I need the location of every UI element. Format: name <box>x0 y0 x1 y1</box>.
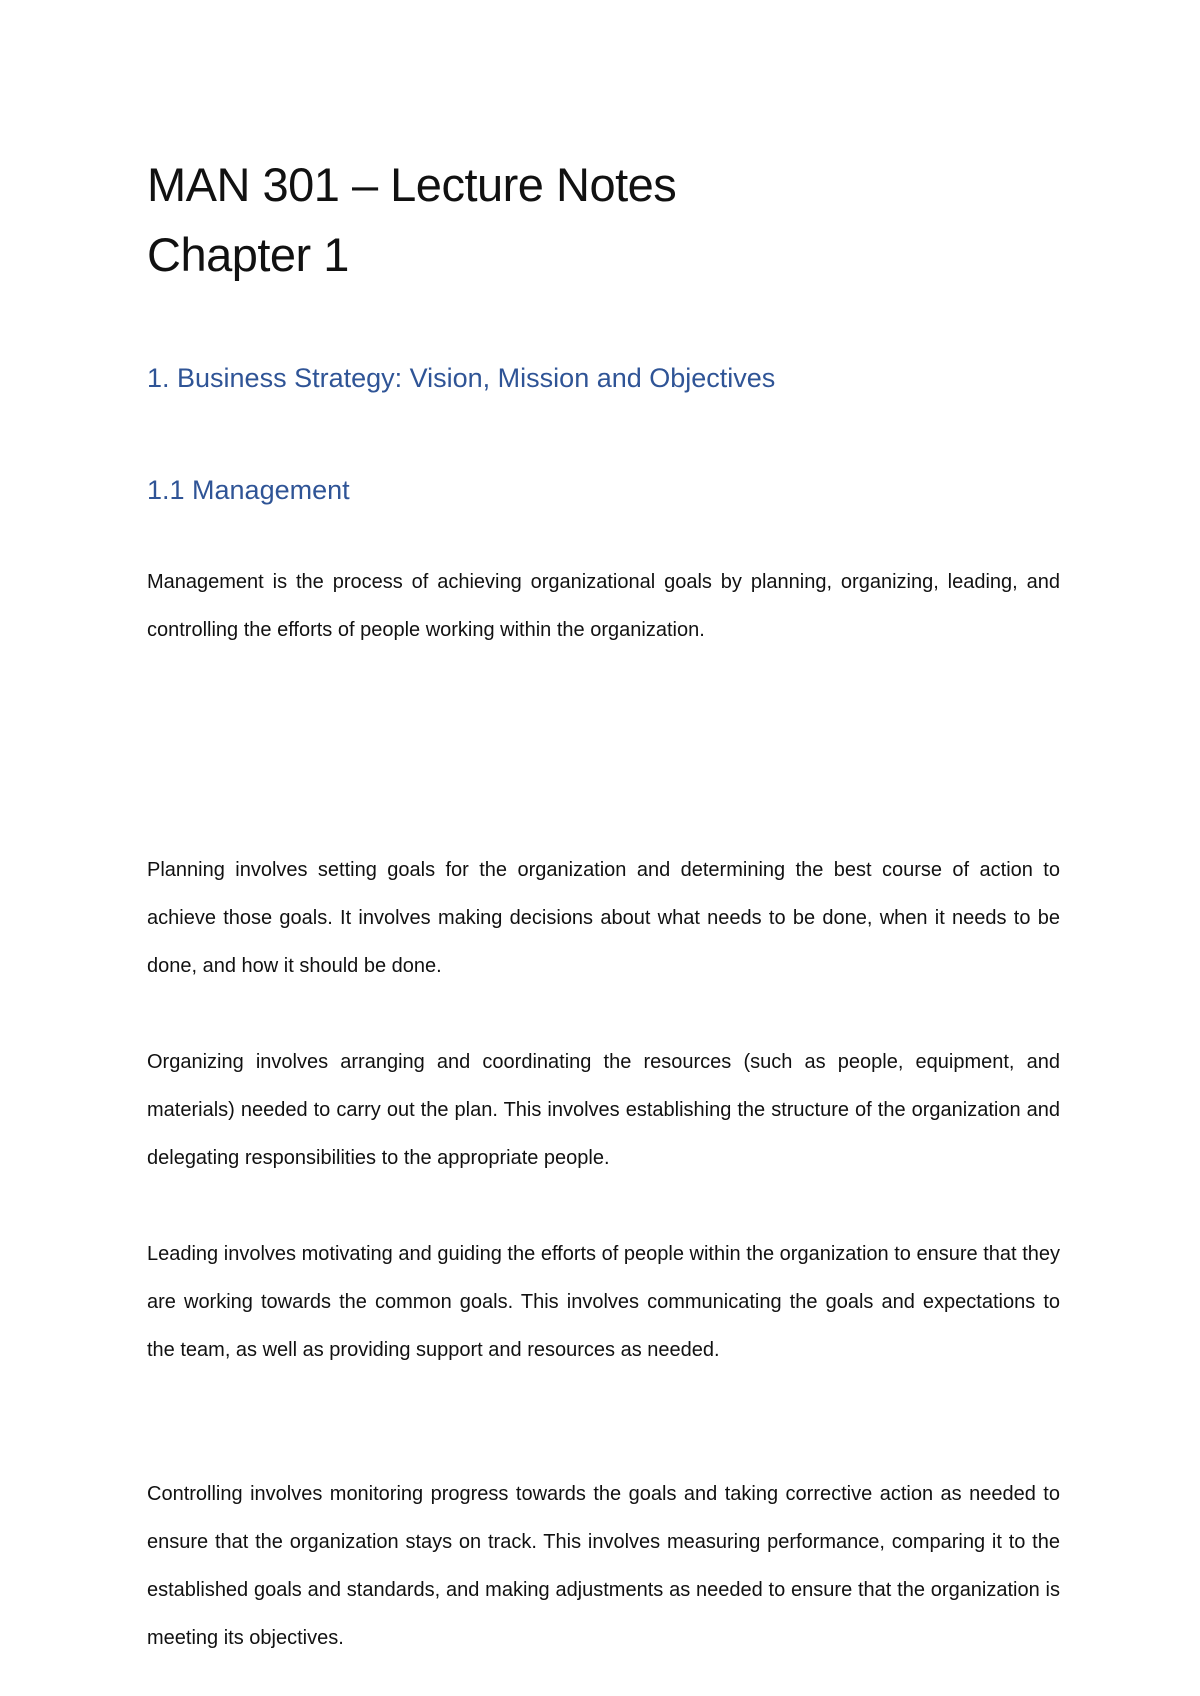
document-page <box>147 150 1060 1649</box>
paragraph-leading: Leading involves motivating and guiding the efforts of people within the organization to ensure that they are working towards the common goals. This involves communicating the goals and expectations to the team, as well as providing support and resources as needed. <box>147 1243 1060 1361</box>
page-title <box>147 150 1060 290</box>
paragraph-controlling: Controlling involves monitoring progress towards the goals and taking corrective action as needed to ensure that the organization stays on track. This involves measuring performance, comparing it to the established goals and standards, and making adjustments as needed to ensure that the organization is meeting its objectives. <box>147 1483 1060 1649</box>
section-heading: 1. Business Strategy: Vision, Mission and Objectives <box>147 363 776 393</box>
paragraph-organizing: Organizing involves arranging and coordinating the resources (such as people, equipment, and materials) needed to carry out the plan. This involves establishing the structure of the organization and delegating responsibilities to the appropriate people. <box>147 1051 1060 1169</box>
title-line-chapter: Chapter 1 <box>147 228 349 281</box>
subsection-heading: 1.1 Management <box>147 475 350 505</box>
paragraph-management: Management is the process of achieving organizational goals by planning, organizing, leading, and controlling the efforts of people working within the organization. <box>147 571 1060 641</box>
title-line-course: MAN 301 – Lecture Notes <box>147 158 677 211</box>
paragraph-planning: Planning involves setting goals for the organization and determining the best course of action to achieve those goals. It involves making decisions about what needs to be done, when it needs to be done, and how it should be done. <box>147 859 1060 977</box>
